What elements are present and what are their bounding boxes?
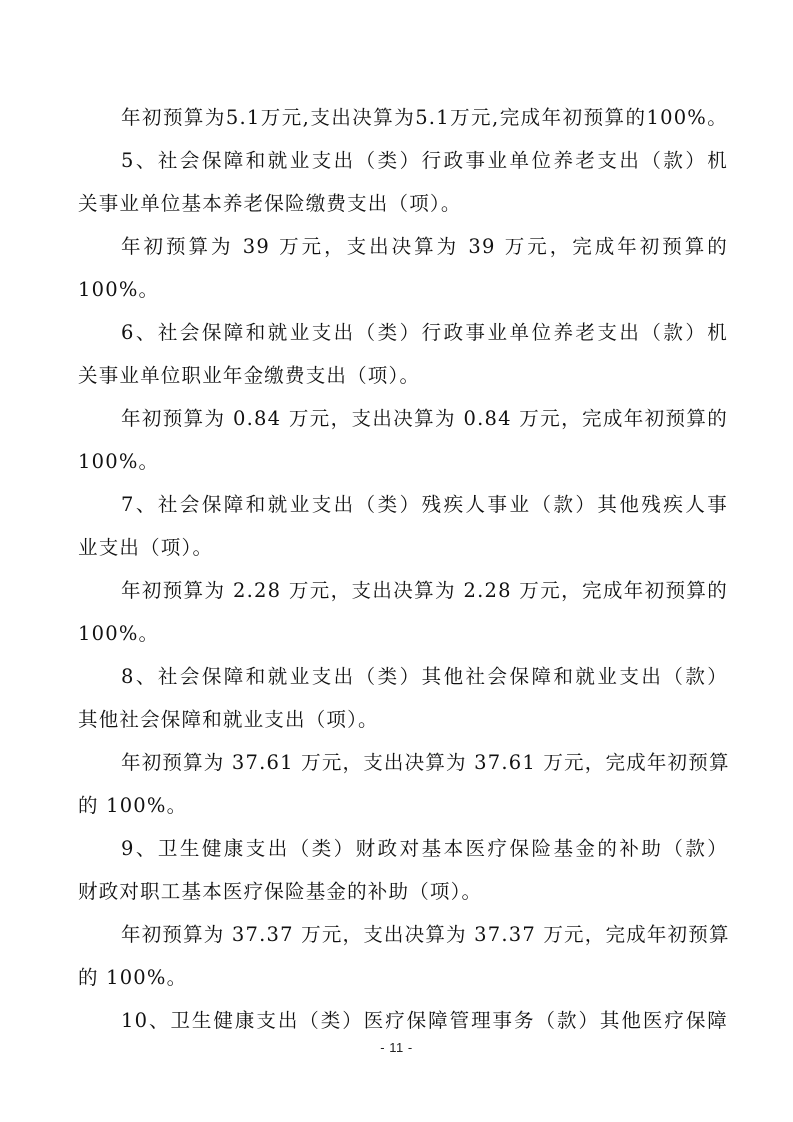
paragraph-line: 年初预算为5.1万元,支出决算为5.1万元,完成年初预算的100%。 (121, 106, 728, 129)
paragraph-line: 10、卫生健康支出（类）医疗保障管理事务（款）其他医疗保障 (121, 1009, 728, 1032)
page-number: - 11 - (380, 1040, 413, 1055)
paragraph-line: 关事业单位基本养老保险缴费支出（项）。 (78, 192, 462, 215)
paragraph-line: 5、社会保障和就业支出（类）行政事业单位养老支出（款）机 (121, 149, 728, 172)
paragraph-line: 业支出（项）。 (78, 536, 214, 559)
paragraph-line: 9、卫生健康支出（类）财政对基本医疗保险基金的补助（款） (121, 837, 728, 860)
paragraph-line: 7、社会保障和就业支出（类）残疾人事业（款）其他残疾人事 (121, 493, 728, 516)
paragraph-line: 的 100%。 (78, 794, 188, 817)
paragraph-line: 100%。 (78, 622, 160, 645)
paragraph-line: 关事业单位职业年金缴费支出（项）。 (78, 364, 421, 387)
paragraph-line: 年初预算为 37.37 万元，支出决算为 37.37 万元，完成年初预算 (121, 923, 730, 946)
paragraph-line: 8、社会保障和就业支出（类）其他社会保障和就业支出（款） (121, 665, 728, 688)
paragraph-line: 其他社会保障和就业支出（项）。 (78, 708, 379, 731)
paragraph-line: 年初预算为 0.84 万元，支出决算为 0.84 万元，完成年初预算的 (121, 407, 728, 430)
paragraph-line: 年初预算为 39 万元，支出决算为 39 万元，完成年初预算的 (121, 235, 728, 258)
paragraph-line: 财政对职工基本医疗保险基金的补助（项）。 (78, 880, 483, 903)
paragraph-line: 年初预算为 37.61 万元，支出决算为 37.61 万元，完成年初预算 (121, 751, 730, 774)
paragraph-line: 的 100%。 (78, 966, 188, 989)
paragraph-line: 100%。 (78, 450, 160, 473)
paragraph-line: 100%。 (78, 278, 160, 301)
paragraph-line: 6、社会保障和就业支出（类）行政事业单位养老支出（款）机 (121, 321, 728, 344)
paragraph-line: 年初预算为 2.28 万元，支出决算为 2.28 万元，完成年初预算的 (121, 579, 728, 602)
